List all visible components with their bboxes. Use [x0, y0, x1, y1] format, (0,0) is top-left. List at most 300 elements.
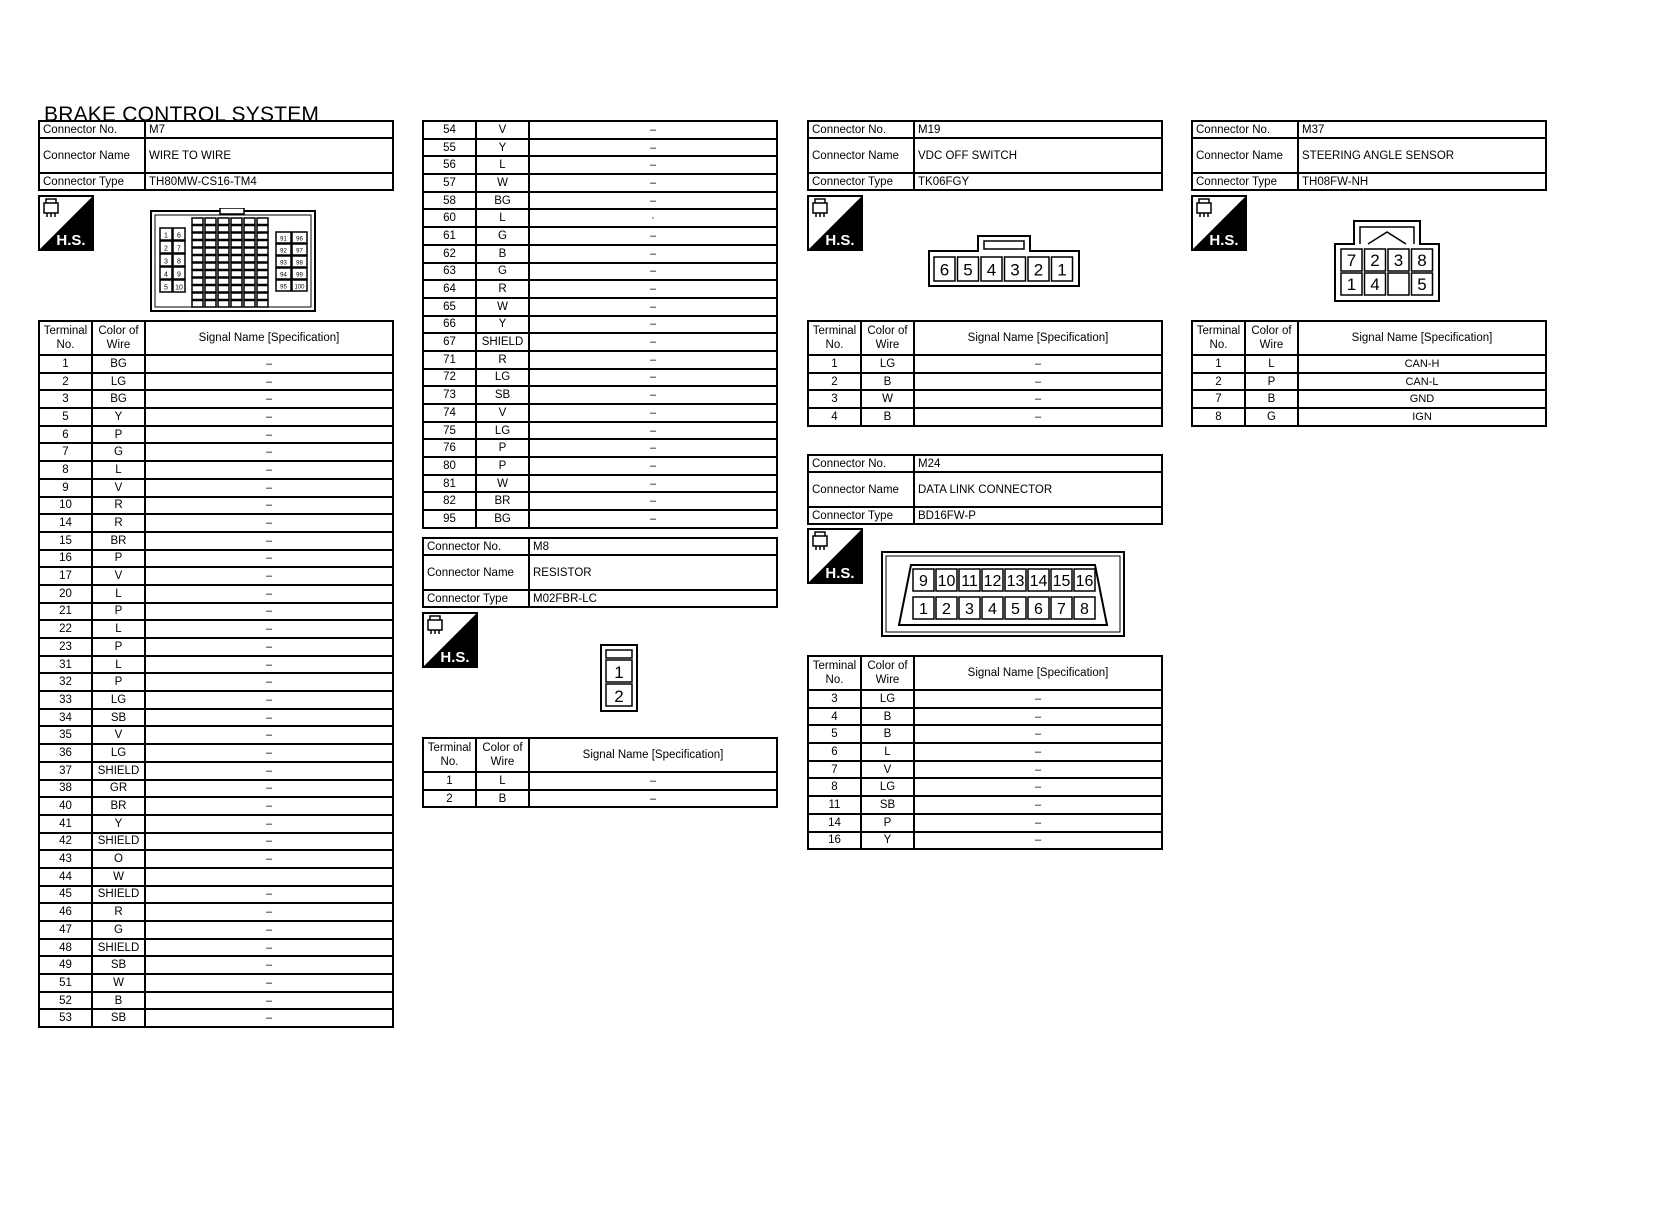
wire-color-cell: B [476, 245, 529, 263]
signal-name-cell: – [145, 426, 393, 444]
signal-name-cell: – [529, 121, 777, 139]
pin-label: 97 [296, 248, 303, 255]
terminal-row [39, 638, 393, 656]
pin-label: 5 [1011, 601, 1020, 619]
terminal-row [39, 408, 393, 426]
terminal-row [39, 603, 393, 621]
wire-color-cell: V [92, 479, 145, 497]
terminal-no-cell: 46 [39, 903, 92, 921]
terminal-row [808, 725, 1162, 743]
pin-cell [257, 278, 268, 285]
pin-cell [257, 301, 268, 308]
terminal-no-cell: 58 [423, 192, 476, 210]
pin-label: 3 [965, 601, 974, 619]
terminal-row [39, 390, 393, 408]
m7-left-pin-block [160, 228, 185, 292]
wire-color-cell: L [92, 461, 145, 479]
connector-name-label: Connector Name [39, 138, 145, 173]
pin-label: 6 [939, 260, 950, 280]
signal-name-cell: – [145, 408, 393, 426]
signal-name-cell: – [145, 550, 393, 568]
terminal-no-header: Terminal No. [808, 321, 861, 355]
signal-name-header: Signal Name [Specification] [529, 738, 777, 772]
pin-cell [192, 218, 203, 225]
signal-name-cell: – [145, 903, 393, 921]
m24-connector-face [881, 551, 1125, 637]
signal-name-cell: – [145, 567, 393, 585]
signal-name-cell: – [529, 156, 777, 174]
pin-cell [244, 241, 255, 248]
pin-cell [192, 278, 203, 285]
pin-cell [231, 293, 242, 300]
wire-color-cell: W [476, 475, 529, 493]
hs-label: H.S. [1209, 232, 1239, 249]
terminal-no-cell: 32 [39, 673, 92, 691]
terminal-no-cell: 95 [423, 510, 476, 528]
signal-name-cell: – [529, 263, 777, 281]
terminal-no-cell: 5 [808, 725, 861, 743]
signal-name-cell: – [145, 886, 393, 904]
connector-no-value: M8 [529, 538, 777, 555]
signal-name-cell: – [145, 638, 393, 656]
pin-cell [231, 301, 242, 308]
terminal-no-cell: 3 [808, 690, 861, 708]
terminal-row [423, 156, 777, 174]
pin-cell [257, 241, 268, 248]
pin-label: 7 [177, 245, 181, 253]
signal-name-cell: – [145, 479, 393, 497]
signal-name-cell: – [145, 461, 393, 479]
terminal-row [39, 497, 393, 515]
pin-cell [218, 218, 229, 225]
connector-no-label: Connector No. [1192, 121, 1298, 138]
pin-cell [231, 241, 242, 248]
wire-color-cell: Y [92, 815, 145, 833]
terminal-row [1192, 408, 1546, 426]
signal-name-cell: – [145, 956, 393, 974]
terminal-row [423, 245, 777, 263]
hs-label: H.S. [56, 232, 86, 249]
pin-label: 93 [280, 260, 287, 267]
terminal-row [423, 316, 777, 334]
pin-cell [244, 286, 255, 293]
signal-name-cell: – [145, 833, 393, 851]
signal-name-cell: – [529, 457, 777, 475]
wire-color-header: Color of Wire [1245, 321, 1298, 355]
terminal-no-cell: 34 [39, 709, 92, 727]
wire-color-cell: L [92, 585, 145, 603]
m8-connector-face [600, 644, 638, 712]
pin-label: 7 [1346, 251, 1357, 271]
signal-name-cell: – [145, 373, 393, 391]
pin-label: 4 [988, 601, 997, 619]
terminal-row [808, 814, 1162, 832]
m8-connector-info [422, 537, 778, 608]
pin-label: 100 [294, 284, 305, 291]
wire-color-cell: BG [476, 192, 529, 210]
pin-label: 1 [164, 232, 168, 240]
wire-color-cell: L [1245, 355, 1298, 373]
terminal-row [39, 355, 393, 373]
pin-cell [231, 248, 242, 255]
terminal-no-cell: 22 [39, 620, 92, 638]
terminal-no-cell: 73 [423, 386, 476, 404]
signal-name-cell: – [529, 245, 777, 263]
pin-cell [205, 233, 216, 240]
pin-cell [218, 248, 229, 255]
terminal-no-cell: 2 [39, 373, 92, 391]
signal-name-cell: – [145, 620, 393, 638]
terminal-row [1192, 355, 1546, 373]
pin-cell [218, 286, 229, 293]
terminal-row [39, 1009, 393, 1027]
terminal-no-cell: 23 [39, 638, 92, 656]
terminal-row [423, 369, 777, 387]
m7-connector-info [38, 120, 394, 191]
terminal-row [808, 832, 1162, 850]
pin-cell [244, 293, 255, 300]
terminal-no-cell: 4 [808, 408, 861, 426]
terminal-no-cell: 17 [39, 567, 92, 585]
pin-label: 5 [1417, 275, 1427, 295]
wire-color-cell: BG [476, 510, 529, 528]
terminal-row [423, 227, 777, 245]
harness-side-icon [1191, 195, 1247, 251]
signal-name-cell: – [145, 939, 393, 957]
signal-name-cell: IGN [1298, 408, 1546, 426]
signal-name-cell: – [914, 725, 1162, 743]
hs-label: H.S. [440, 649, 470, 666]
signal-name-cell: · [529, 209, 777, 227]
pin-label: 6 [177, 232, 181, 240]
terminal-no-cell: 47 [39, 921, 92, 939]
wire-color-cell: B [476, 790, 529, 808]
connector-type-value: TH08FW-NH [1298, 173, 1546, 190]
pin-cell [231, 271, 242, 278]
signal-name-cell: – [145, 390, 393, 408]
connector-name-value: DATA LINK CONNECTOR [914, 472, 1162, 507]
pin-label: 1 [1057, 260, 1067, 280]
terminal-row [39, 585, 393, 603]
terminal-no-cell: 65 [423, 298, 476, 316]
terminal-no-cell: 52 [39, 992, 92, 1010]
terminal-row [1192, 390, 1546, 408]
m24-terminal-table [807, 655, 1163, 850]
terminal-no-cell: 37 [39, 762, 92, 780]
terminal-no-cell: 64 [423, 280, 476, 298]
pin-label: 10 [175, 284, 183, 292]
m7-right-pin-block [276, 232, 307, 291]
terminal-no-cell: 15 [39, 532, 92, 550]
pin-cell [205, 241, 216, 248]
wire-color-header: Color of Wire [476, 738, 529, 772]
m7-terminal-table [38, 320, 394, 1028]
terminal-no-cell: 21 [39, 603, 92, 621]
terminal-no-cell: 44 [39, 868, 92, 886]
signal-name-cell: – [145, 532, 393, 550]
wire-color-cell: P [476, 439, 529, 457]
pin-cell [231, 286, 242, 293]
wire-color-cell: SB [476, 386, 529, 404]
pin-cell [205, 263, 216, 270]
wire-color-cell: BR [476, 492, 529, 510]
signal-name-cell: CAN-L [1298, 373, 1546, 391]
wire-color-cell: Y [861, 832, 914, 850]
connector-name-value: WIRE TO WIRE [145, 138, 393, 173]
terminal-row [808, 390, 1162, 408]
m37-terminal-table [1191, 320, 1547, 427]
terminal-no-cell: 72 [423, 369, 476, 387]
pin-label: 1 [1346, 275, 1357, 295]
terminal-row [39, 514, 393, 532]
terminal-row [39, 532, 393, 550]
terminal-row [808, 778, 1162, 796]
pin-label: 4 [1370, 275, 1380, 295]
pin-label: 1 [614, 663, 624, 682]
wire-color-cell: P [861, 814, 914, 832]
wire-color-cell: SHIELD [92, 833, 145, 851]
wire-color-cell: LG [476, 369, 529, 387]
wire-color-cell: P [92, 638, 145, 656]
terminal-row [808, 373, 1162, 391]
pin-label: 3 [1393, 251, 1404, 271]
pin-label: 2 [1033, 260, 1044, 280]
wire-color-cell: V [476, 404, 529, 422]
connector-type-label: Connector Type [808, 507, 914, 524]
pin-label: 2 [1370, 251, 1380, 271]
signal-name-cell: – [145, 850, 393, 868]
terminal-no-cell: 38 [39, 780, 92, 798]
pin-label: 91 [280, 236, 287, 243]
signal-name-cell: – [914, 761, 1162, 779]
signal-name-cell: – [145, 656, 393, 674]
wire-color-cell: G [476, 263, 529, 281]
connector-no-value: M7 [145, 121, 393, 138]
signal-name-cell: – [529, 475, 777, 493]
pin-cell [218, 226, 229, 233]
terminal-row [423, 422, 777, 440]
pin-label: 99 [296, 272, 303, 279]
wire-color-cell: B [1245, 390, 1298, 408]
connector-type-value: TH80MW-CS16-TM4 [145, 173, 393, 190]
pin-label: 14 [1029, 573, 1048, 591]
terminal-row [423, 139, 777, 157]
pin-label: 16 [1075, 573, 1094, 591]
wire-color-cell: R [476, 280, 529, 298]
wire-color-cell: SB [92, 709, 145, 727]
terminal-no-cell: 14 [808, 814, 861, 832]
pin-label: 98 [296, 260, 303, 267]
signal-name-cell: – [145, 585, 393, 603]
pin-cell [244, 233, 255, 240]
pin-cell [205, 226, 216, 233]
connector-name-value: RESISTOR [529, 555, 777, 590]
wire-color-cell: R [92, 514, 145, 532]
pin-cell [257, 293, 268, 300]
connector-no-label: Connector No. [39, 121, 145, 138]
m19-connector-face [928, 235, 1080, 287]
connector-type-value: M02FBR-LC [529, 590, 777, 607]
terminal-no-cell: 20 [39, 585, 92, 603]
terminal-no-cell: 16 [39, 550, 92, 568]
terminal-no-cell: 6 [39, 426, 92, 444]
pin-label: 7 [1057, 601, 1066, 619]
terminal-no-cell: 14 [39, 514, 92, 532]
pin-cell [218, 263, 229, 270]
terminal-no-cell: 11 [808, 796, 861, 814]
signal-name-header: Signal Name [Specification] [914, 321, 1162, 355]
wire-color-header: Color of Wire [92, 321, 145, 355]
signal-name-cell: – [145, 815, 393, 833]
harness-side-icon [807, 195, 863, 251]
pin-cell [205, 271, 216, 278]
pin-cell [192, 293, 203, 300]
signal-name-cell: – [145, 744, 393, 762]
connector-name-label: Connector Name [1192, 138, 1298, 173]
wire-color-cell: W [92, 974, 145, 992]
terminal-no-cell: 1 [1192, 355, 1245, 373]
signal-name-cell: – [529, 174, 777, 192]
terminal-no-cell: 53 [39, 1009, 92, 1027]
wire-color-cell: SB [92, 956, 145, 974]
signal-name-cell [145, 868, 393, 886]
signal-name-cell: – [529, 227, 777, 245]
terminal-row [39, 461, 393, 479]
wire-color-cell: G [476, 227, 529, 245]
pin-label: 12 [983, 573, 1002, 591]
terminal-no-cell: 67 [423, 333, 476, 351]
pin-cell [218, 233, 229, 240]
pin-cell [257, 218, 268, 225]
wire-color-cell: SHIELD [92, 886, 145, 904]
signal-name-cell: – [529, 439, 777, 457]
terminal-row [39, 373, 393, 391]
terminal-no-cell: 35 [39, 726, 92, 744]
terminal-row [39, 709, 393, 727]
wire-color-cell: LG [92, 373, 145, 391]
wire-color-cell: L [476, 772, 529, 790]
signal-name-cell: – [914, 373, 1162, 391]
signal-name-cell: – [529, 280, 777, 298]
wire-color-cell: P [1245, 373, 1298, 391]
signal-name-cell: – [914, 796, 1162, 814]
pin-cell [218, 301, 229, 308]
terminal-no-cell: 43 [39, 850, 92, 868]
pin-label: 5 [164, 284, 168, 292]
signal-name-cell: – [529, 772, 777, 790]
pin-cell [192, 248, 203, 255]
wire-color-cell: P [92, 426, 145, 444]
pin-cell [231, 278, 242, 285]
pin-cell [205, 278, 216, 285]
signal-name-cell: – [145, 992, 393, 1010]
wire-color-cell: B [861, 725, 914, 743]
terminal-no-cell: 45 [39, 886, 92, 904]
wire-color-cell: L [476, 209, 529, 227]
pin-cell [231, 233, 242, 240]
wire-color-cell: G [92, 921, 145, 939]
connector-no-value: M24 [914, 455, 1162, 472]
signal-name-cell: – [914, 778, 1162, 796]
wire-color-cell: W [92, 868, 145, 886]
m7-connector-face [150, 208, 316, 312]
terminal-no-cell: 2 [1192, 373, 1245, 391]
signal-name-cell: – [914, 390, 1162, 408]
terminal-row [39, 797, 393, 815]
terminal-row [39, 620, 393, 638]
terminal-row [423, 492, 777, 510]
terminal-row [39, 656, 393, 674]
terminal-row [808, 355, 1162, 373]
pin-label: 92 [280, 248, 287, 255]
wire-color-cell: V [861, 761, 914, 779]
wire-color-cell: O [92, 850, 145, 868]
signal-name-cell: – [529, 790, 777, 808]
signal-name-header: Signal Name [Specification] [1298, 321, 1546, 355]
terminal-row [423, 263, 777, 281]
signal-name-cell: GND [1298, 390, 1546, 408]
pin-cell [205, 256, 216, 263]
pin-cell [192, 226, 203, 233]
wire-color-cell: SHIELD [92, 939, 145, 957]
pin-cell [205, 293, 216, 300]
pin-cell [218, 278, 229, 285]
pin-cell [192, 241, 203, 248]
pin-label: 10 [937, 573, 956, 591]
pin-cell [192, 263, 203, 270]
signal-name-cell: – [145, 355, 393, 373]
connector-name-label: Connector Name [423, 555, 529, 590]
pin-cell [1388, 273, 1409, 295]
signal-name-cell: – [529, 192, 777, 210]
terminal-no-cell: 2 [423, 790, 476, 808]
pin-cell [192, 271, 203, 278]
terminal-row [423, 121, 777, 139]
wire-color-cell: BG [92, 390, 145, 408]
terminal-row [1192, 373, 1546, 391]
wire-color-cell: B [861, 708, 914, 726]
m19-terminal-table [807, 320, 1163, 427]
signal-name-cell: – [529, 492, 777, 510]
terminal-no-cell: 71 [423, 351, 476, 369]
pin-label: 8 [1080, 601, 1089, 619]
signal-name-cell: – [914, 743, 1162, 761]
terminal-no-cell: 8 [808, 778, 861, 796]
harness-side-icon [422, 612, 478, 668]
terminal-no-cell: 57 [423, 174, 476, 192]
wire-color-cell: SHIELD [92, 762, 145, 780]
terminal-row [423, 192, 777, 210]
pin-cell [205, 301, 216, 308]
pin-label: 8 [1417, 251, 1427, 271]
m8-terminal-table [422, 737, 778, 808]
terminal-row [39, 868, 393, 886]
terminal-row [423, 333, 777, 351]
terminal-no-cell: 40 [39, 797, 92, 815]
terminal-row [423, 298, 777, 316]
connector-type-label: Connector Type [1192, 173, 1298, 190]
connector-type-label: Connector Type [808, 173, 914, 190]
pin-label: 9 [919, 573, 928, 591]
terminal-row [39, 426, 393, 444]
pin-cell [257, 233, 268, 240]
wire-color-cell: P [92, 603, 145, 621]
wire-color-cell: P [92, 673, 145, 691]
wire-color-cell: SB [92, 1009, 145, 1027]
pin-cell [205, 218, 216, 225]
terminal-no-cell: 7 [39, 443, 92, 461]
wire-color-cell: V [92, 567, 145, 585]
